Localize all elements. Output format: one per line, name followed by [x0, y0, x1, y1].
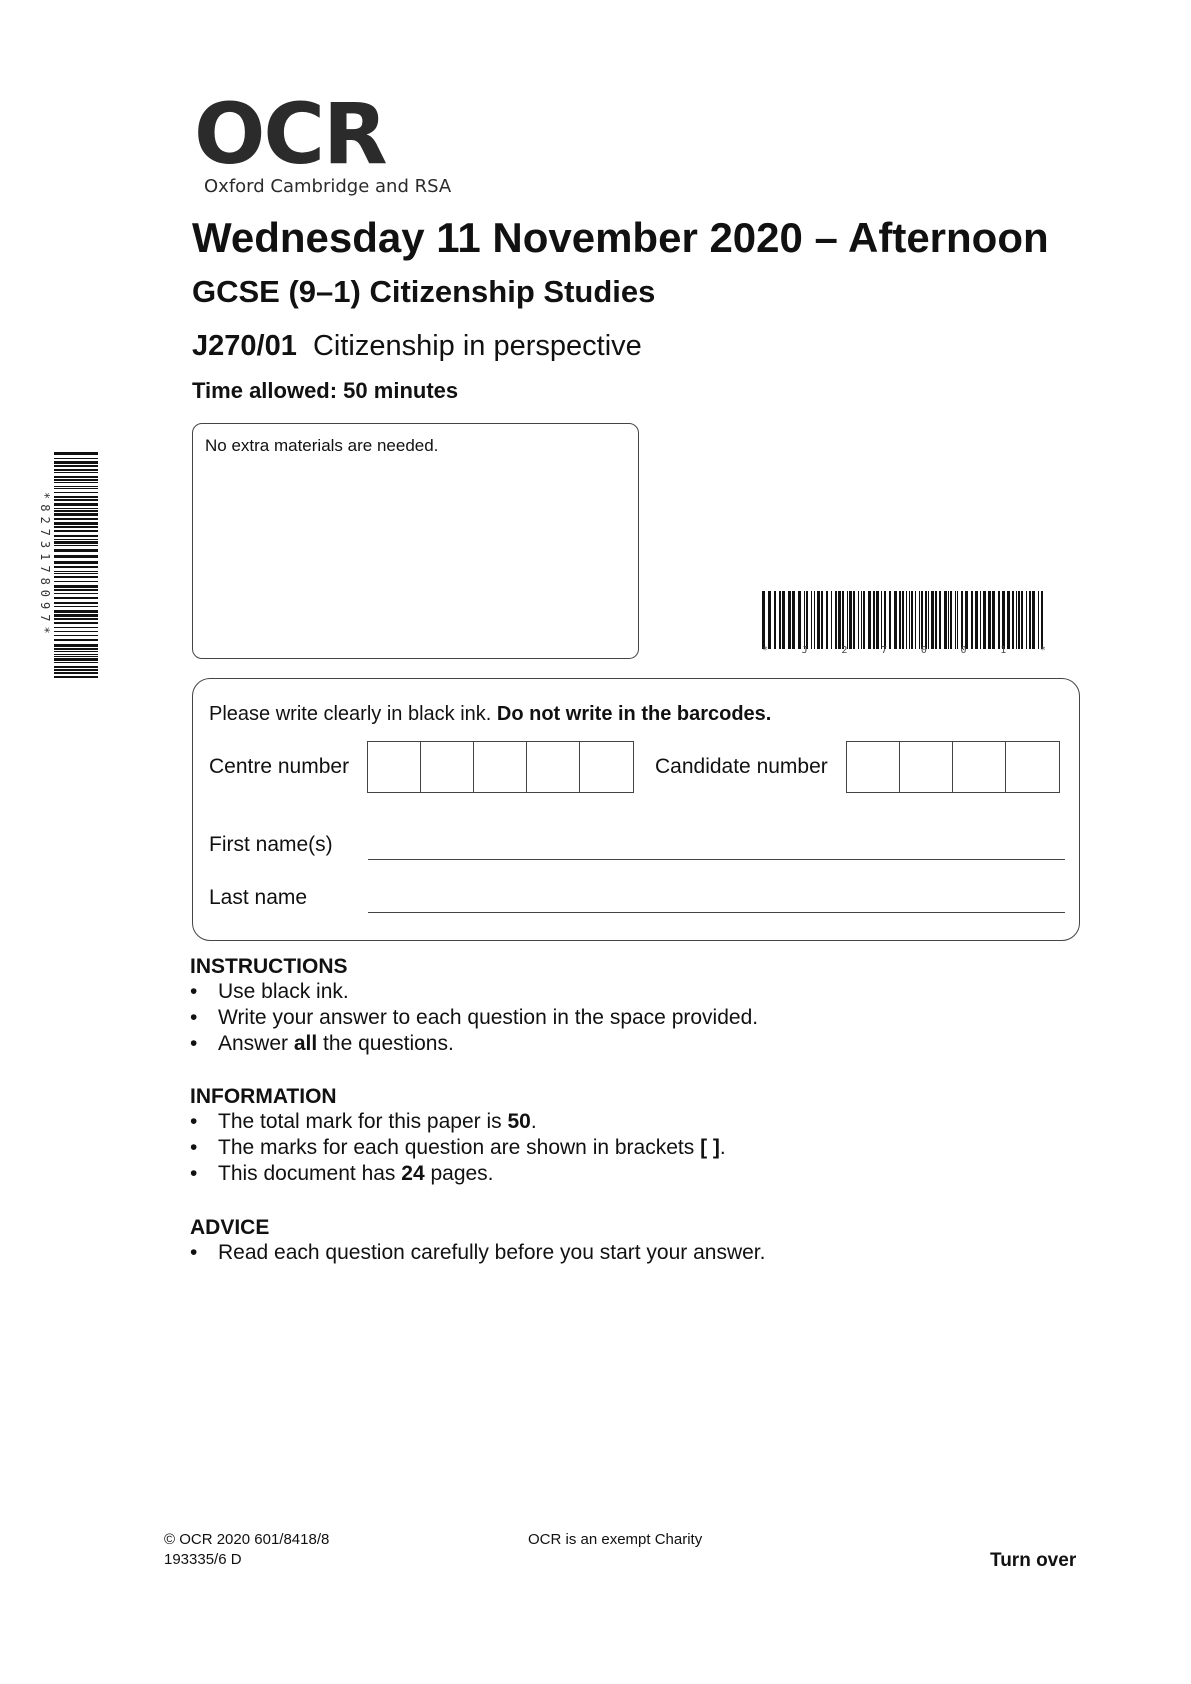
barcode-stripe: [54, 482, 98, 483]
ink-note: [209, 703, 771, 726]
barcode-stripe: [54, 499, 98, 501]
barcode-stripe: [54, 465, 98, 467]
barcode-stripe: [54, 518, 98, 520]
barcode-stripe: [899, 591, 901, 649]
barcode-stripe: [838, 591, 841, 649]
barcode-stripe: [54, 639, 98, 641]
item-bold: 50: [507, 1110, 531, 1133]
barcode-stripe: [798, 591, 801, 649]
barcode-stripe: [54, 644, 98, 647]
centre-digit-box[interactable]: [527, 742, 580, 792]
footer-ref: 193335/6 D: [164, 1551, 242, 1568]
barcode-stripe: [54, 522, 98, 525]
barcode-stripe: [944, 591, 947, 649]
barcode-stripe: [957, 591, 958, 649]
barcode-stripe: [1002, 591, 1005, 649]
barcode-stripe: [54, 676, 98, 678]
item-text: This document has: [218, 1162, 402, 1185]
barcode-stripe: [1012, 591, 1014, 649]
list-item: [190, 1135, 726, 1161]
first-name-line[interactable]: [368, 859, 1065, 860]
barcode-stripe: [54, 508, 98, 509]
first-name-label: First name(s): [209, 833, 333, 856]
barcode-stripe: [54, 530, 98, 532]
barcode-stripe: [54, 658, 98, 661]
barcode-stripe: [806, 591, 808, 649]
item-text: .: [719, 1136, 726, 1159]
barcode-stripe: [54, 510, 98, 512]
list-item: • Write your answer to each question in the space provided.: [190, 1005, 758, 1031]
barcode-digit: *: [762, 645, 769, 656]
barcode-stripe: [54, 479, 98, 481]
barcode-digit: *: [1039, 645, 1046, 656]
instructions-section: [190, 955, 758, 1057]
barcode-stripe: [884, 591, 886, 649]
barcode-stripe: [1029, 591, 1031, 649]
barcode-stripe: [54, 631, 98, 632]
ink-note-bold: Do not write in the barcodes.: [496, 703, 772, 725]
barcode-stripe: [975, 591, 978, 649]
barcode-stripe: [54, 654, 98, 655]
barcode-stripe: [1041, 591, 1043, 649]
barcode-stripe: [831, 591, 832, 649]
barcode-stripe: [54, 472, 98, 473]
paper-barcode: [762, 591, 1046, 649]
item-text: Answer: [218, 1032, 294, 1055]
barcode-stripe: [54, 571, 98, 572]
barcode-stripe: [774, 591, 776, 649]
barcode-stripe: [54, 492, 98, 493]
centre-digit-box[interactable]: [421, 742, 474, 792]
barcode-stripe: [858, 591, 859, 649]
barcode-stripe: [965, 591, 968, 649]
barcode-stripe: [861, 591, 862, 649]
candidate-digit-box[interactable]: [900, 742, 953, 792]
barcode-stripe: [54, 458, 98, 459]
barcode-digit: J: [801, 645, 808, 656]
exam-subject: GCSE (9–1) Citizenship Studies: [192, 274, 656, 309]
barcode-stripe: [811, 591, 812, 649]
barcode-stripe: [909, 591, 910, 649]
barcode-stripe: [894, 591, 897, 649]
centre-number-label: Centre number: [209, 755, 350, 778]
time-allowed: Time allowed: 50 minutes: [192, 378, 459, 403]
ink-note-plain: Please write clearly in black ink.: [209, 703, 497, 725]
barcode-stripe: [54, 622, 98, 624]
barcode-stripe: [54, 561, 98, 564]
item-bold: all: [293, 1032, 318, 1055]
barcode-stripe: [54, 576, 98, 578]
paper-code: J270/01: [192, 330, 297, 362]
barcode-stripe: [911, 591, 913, 649]
barcode-stripe: [906, 591, 907, 649]
ocr-logo-subtitle: Oxford Cambridge and RSA: [204, 176, 452, 197]
barcode-digit: 7: [881, 645, 888, 656]
barcode-stripe: [54, 593, 98, 594]
barcode-stripe: [54, 610, 98, 613]
list-item: • Use black ink.: [190, 979, 758, 1005]
barcode-stripe: [881, 591, 882, 649]
information-list: [190, 1109, 726, 1187]
barcode-digit: 1: [1000, 645, 1007, 656]
instructions-heading: INSTRUCTIONS: [190, 955, 348, 978]
barcode-stripe: [54, 469, 98, 471]
barcode-stripe: [849, 591, 852, 649]
item-text: the questions.: [317, 1032, 454, 1055]
barcode-stripe: [54, 503, 98, 506]
barcode-stripe: [804, 591, 805, 649]
footer-copyright: © OCR 2020 601/8418/8: [164, 1531, 330, 1548]
barcode-stripe: [1032, 591, 1035, 649]
barcode-stripe: [821, 591, 823, 649]
barcode-stripe: [54, 496, 98, 498]
barcode-stripe: [931, 591, 934, 649]
barcode-stripe: [54, 526, 98, 528]
barcode-stripe: [782, 591, 785, 649]
barcode-stripe: [939, 591, 941, 649]
candidate-digit-box[interactable]: [847, 742, 900, 792]
advice-section: [190, 1216, 765, 1266]
barcode-stripe: [868, 591, 871, 649]
barcode-stripe: [863, 591, 865, 649]
paper-heading: [192, 330, 642, 363]
barcode-stripe: [788, 591, 791, 649]
barcode-stripe: [54, 573, 98, 574]
item-text: The marks for each question are shown in brackets: [218, 1136, 701, 1159]
centre-digit-box[interactable]: [580, 742, 633, 792]
barcode-stripe: [921, 591, 923, 649]
barcode-stripe: [54, 669, 98, 671]
barcode-stripe: [983, 591, 986, 649]
paper-barcode-digits: [762, 645, 1046, 656]
barcode-stripe: [826, 591, 828, 649]
barcode-stripe: [980, 591, 981, 649]
candidate-digit-box[interactable]: [953, 742, 1006, 792]
barcode-stripe: [988, 591, 991, 649]
barcode-stripe: [768, 591, 771, 649]
list-item: • Read each question carefully before you start your answer.: [190, 1240, 765, 1266]
barcode-stripe: [54, 602, 98, 604]
barcode-stripe: [54, 545, 98, 546]
item-text: .: [530, 1110, 537, 1133]
exam-date-title: Wednesday 11 November 2020 – Afternoon: [192, 214, 1049, 261]
turn-over: Turn over: [990, 1550, 1077, 1571]
barcode-stripe: [889, 591, 891, 649]
barcode-stripe: [54, 555, 98, 558]
footer-left: [164, 1530, 329, 1570]
side-barcode: [54, 452, 98, 678]
barcode-stripe: [779, 591, 781, 649]
barcode-stripe: [54, 488, 98, 489]
barcode-stripe: [54, 627, 98, 628]
barcode-stripe: [814, 591, 815, 649]
information-heading: INFORMATION: [190, 1085, 337, 1108]
barcode-stripe: [54, 666, 98, 668]
barcode-stripe: [54, 606, 98, 607]
advice-heading: ADVICE: [190, 1216, 270, 1239]
advice-list: [190, 1240, 765, 1266]
barcode-stripe: [847, 591, 848, 649]
barcode-stripe: [54, 648, 98, 650]
barcode-stripe: [54, 589, 98, 591]
barcode-digit: 0: [920, 645, 927, 656]
ocr-logo: OCR: [194, 85, 386, 183]
barcode-stripe: [54, 566, 98, 568]
candidate-digit-box[interactable]: [1006, 742, 1059, 792]
paper-title: Citizenship in perspective: [312, 330, 642, 362]
barcode-stripe: [928, 591, 929, 649]
instructions-list: [190, 979, 758, 1057]
item-text: The total mark for this paper is: [218, 1110, 508, 1133]
barcode-stripe: [54, 581, 98, 582]
barcode-stripe: [1021, 591, 1023, 649]
barcode-stripe: [902, 591, 904, 649]
materials-box: [192, 423, 639, 659]
barcode-stripe: [54, 597, 98, 599]
barcode-stripe: [935, 591, 937, 649]
barcode-stripe: [54, 476, 98, 478]
list-item: [190, 1109, 726, 1135]
barcode-stripe: [54, 656, 98, 657]
barcode-stripe: [1016, 591, 1017, 649]
barcode-stripe: [1038, 591, 1039, 649]
barcode-stripe: [998, 591, 1000, 649]
list-item: [190, 1031, 758, 1057]
barcode-stripe: [873, 591, 875, 649]
barcode-stripe: [762, 591, 765, 649]
barcode-stripe: [1026, 591, 1027, 649]
item-text: pages.: [424, 1162, 494, 1185]
barcode-stripe: [54, 513, 98, 516]
barcode-stripe: [948, 591, 949, 649]
last-name-line[interactable]: [368, 912, 1065, 913]
barcode-stripe: [955, 591, 956, 649]
barcode-stripe: [950, 591, 952, 649]
barcode-digit: 2: [841, 645, 848, 656]
barcode-stripe: [54, 614, 98, 617]
barcode-stripe: [54, 461, 98, 464]
barcode-stripe: [842, 591, 844, 649]
barcode-stripe: [919, 591, 920, 649]
last-name-label: Last name: [209, 886, 308, 909]
barcode-stripe: [853, 591, 855, 649]
barcode-stripe: [925, 591, 927, 649]
information-section: [190, 1085, 726, 1187]
barcode-stripe: [817, 591, 820, 649]
barcode-stripe: [54, 549, 98, 552]
barcode-stripe: [54, 486, 98, 487]
barcode-stripe: [54, 672, 98, 674]
side-barcode-digits: *8273178097*: [38, 491, 52, 639]
barcode-stripe: [792, 591, 795, 649]
barcode-stripe: [54, 618, 98, 620]
barcode-stripe: [1007, 591, 1010, 649]
barcode-stripe: [54, 585, 98, 588]
barcode-stripe: [961, 591, 963, 649]
candidate-details-box: [192, 678, 1080, 941]
barcode-digit: 0: [960, 645, 967, 656]
barcode-stripe: [54, 541, 98, 544]
list-item: [190, 1161, 726, 1187]
barcode-stripe: [1018, 591, 1020, 649]
materials-note: No extra materials are needed.: [205, 436, 439, 455]
item-bold: 24: [401, 1162, 425, 1185]
barcode-stripe: [971, 591, 973, 649]
centre-digit-box[interactable]: [368, 742, 421, 792]
barcode-stripe: [54, 535, 98, 537]
barcode-stripe: [835, 591, 837, 649]
barcode-stripe: [54, 635, 98, 636]
item-bold: [ ]: [700, 1136, 720, 1159]
footer-charity: OCR is an exempt Charity: [528, 1531, 703, 1548]
candidate-number-boxes[interactable]: [846, 741, 1060, 793]
barcode-stripe: [992, 591, 995, 649]
centre-digit-box[interactable]: [474, 742, 527, 792]
barcode-stripe: [54, 662, 98, 663]
centre-number-boxes[interactable]: [367, 741, 634, 793]
barcode-stripe: [876, 591, 879, 649]
barcode-stripe: [54, 651, 98, 652]
barcode-stripe: [915, 591, 916, 649]
barcode-stripe: [54, 452, 98, 455]
candidate-number-label: Candidate number: [655, 755, 828, 778]
barcode-stripe: [54, 539, 98, 540]
